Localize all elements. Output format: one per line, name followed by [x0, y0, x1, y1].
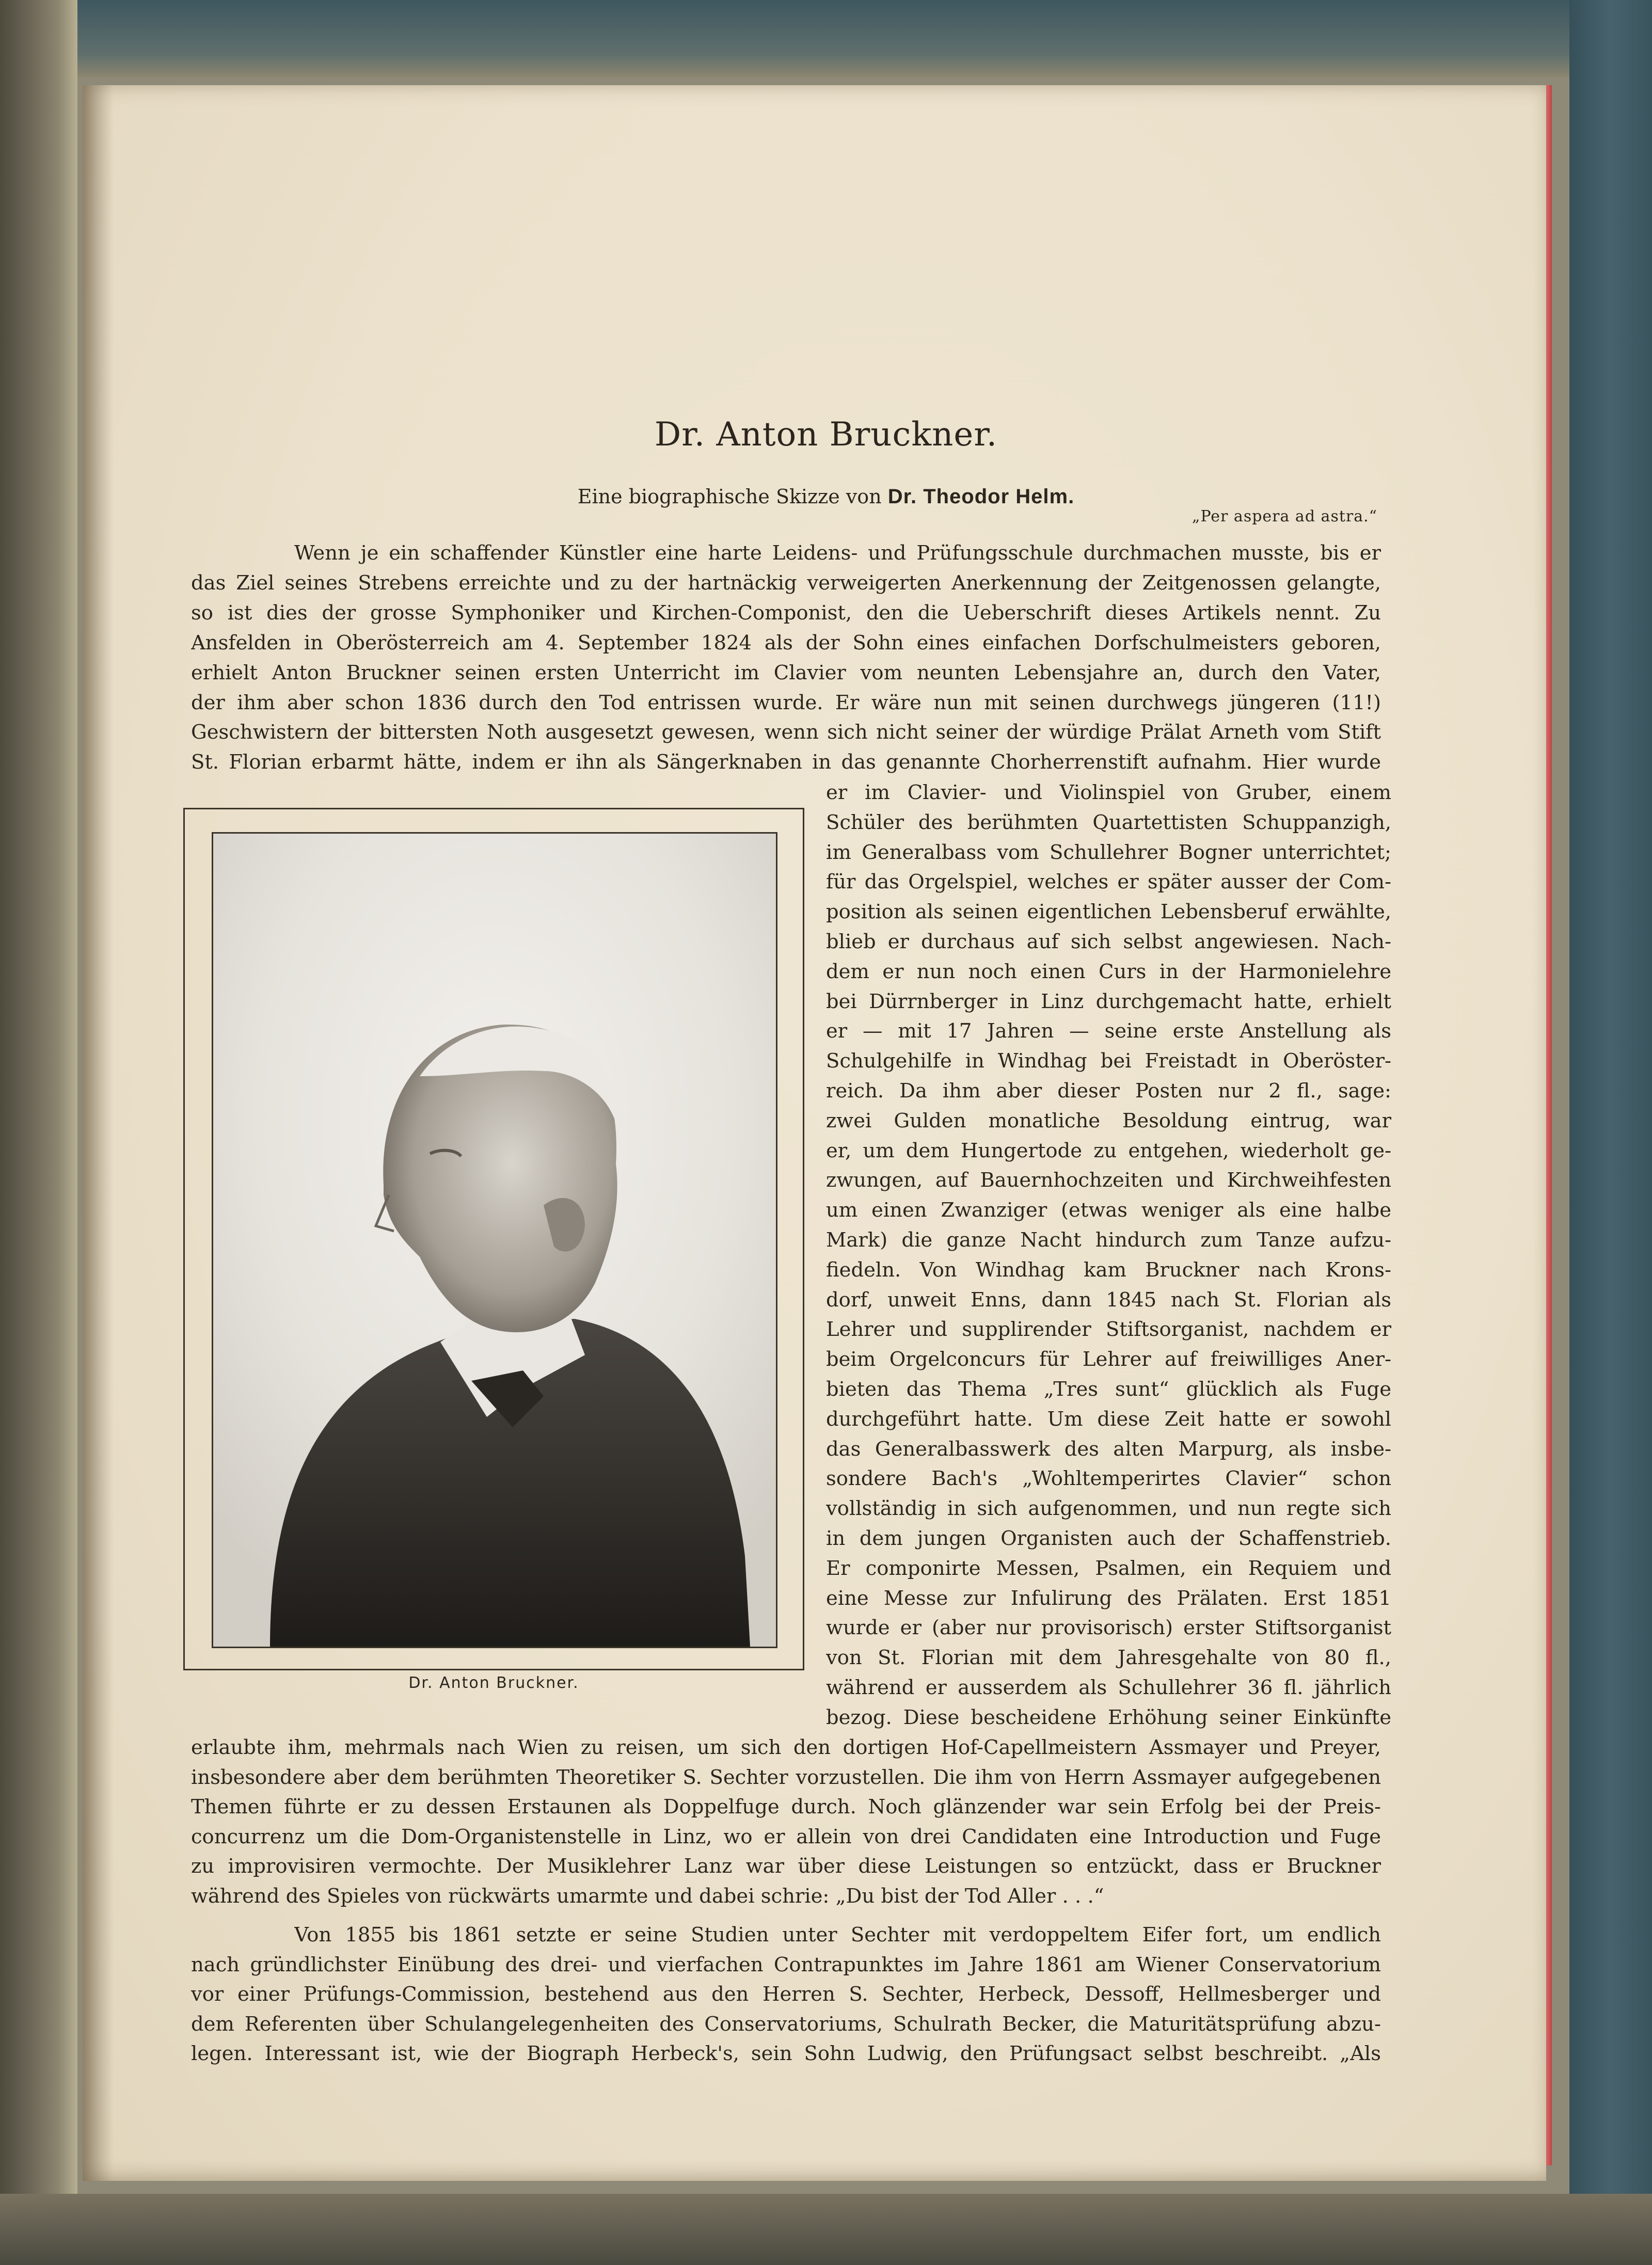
column-paragraph-line: eine Messe zur Infulirung des Prälaten. Erst 1851 [826, 1586, 1391, 1610]
top-paragraph-line: Geschwistern der bittersten Noth ausgesetzt gewesen, wenn sich nicht seiner der würdige Prälat Arneth vom Stift [191, 721, 1381, 744]
column-paragraph-line: beim Orgelconcurs für Lehrer auf freiwilliges Aner- [826, 1348, 1391, 1371]
book-cover-top [0, 0, 1652, 77]
subtitle-author: Dr. Theodor Helm. [887, 485, 1075, 508]
column-paragraph-line: fiedeln. Von Windhag kam Bruckner nach Krons- [826, 1258, 1391, 1282]
column-paragraph-line: Schüler des berühmten Quartettisten Schuppanzigh, [826, 810, 1391, 834]
top-paragraph-line: das Ziel seines Strebens erreichte und zu der hartnäckig verweigerten Anerkennung der Zeitgenossen gelangte, [191, 571, 1381, 595]
top-paragraph-line: so ist dies der grosse Symphoniker und Kirchen-Componist, den die Ueberschrift dieses Artikels nennt. Zu [191, 601, 1381, 625]
column-paragraph-line: im Generalbass vom Schullehrer Bogner unterrichtet; [826, 840, 1391, 864]
column-paragraph-line: um einen Zwanziger (etwas weniger als eine halbe [826, 1199, 1391, 1222]
portrait-photo [212, 832, 777, 1648]
column-paragraph-line: Schulgehilfe in Windhag bei Freistadt in Oberöster- [826, 1049, 1391, 1073]
gutter-shadow [83, 85, 114, 2181]
column-paragraph-line: wurde er (aber nur provisorisch) erster Stiftsorganist [826, 1616, 1391, 1640]
subtitle-prefix: Eine biographische Skizze von [577, 485, 882, 508]
column-paragraph-line: in dem jungen Organisten auch der Schaffenstrieb. [826, 1527, 1391, 1550]
top-paragraph-line: Ansfelden in Oberösterreich am 4. September 1824 als der Sohn eines einfachen Dorfschulmeisters geboren, [191, 631, 1381, 655]
column-paragraph-line: dorf, unweit Enns, dann 1845 nach St. Florian als [826, 1288, 1391, 1312]
motto: „Per aspera ad astra.“ [1192, 507, 1377, 525]
top-paragraph-line: St. Florian erbarmt hätte, indem er ihn als Sängerknaben in das genannte Chorherrenstift aufnahm. Hier wurde [191, 751, 1381, 774]
column-paragraph-line: während er ausserdem als Schullehrer 36 fl. jährlich [826, 1676, 1391, 1699]
bottom-paragraph-line: insbesondere aber dem berühmten Theoretiker S. Sechter vorzustellen. Die ihm von Herrn Assmayer aufgegebenen [191, 1765, 1381, 1789]
column-paragraph-line: blieb er durchaus auf sich selbst angewiesen. Nach- [826, 930, 1391, 953]
book-cover-left [0, 0, 77, 2265]
column-paragraph-line: er im Clavier- und Violinspiel von Gruber, einem [826, 781, 1391, 804]
bottom-paragraph-line: Themen führte er zu dessen Erstaunen als Doppelfuge durch. Noch glänzender war sein Erfolg bei der Preis- [191, 1795, 1381, 1819]
column-paragraph-line: Lehrer und supplirender Stiftsorganist, nachdem er [826, 1318, 1391, 1342]
portrait-image [213, 834, 776, 1647]
column-paragraph-line: dem er nun noch einen Curs in der Harmonielehre [826, 960, 1391, 983]
article-title: Dr. Anton Bruckner. [654, 416, 998, 454]
top-paragraph-line: der ihm aber schon 1836 durch den Tod entrissen wurde. Er wäre nun mit seinen durchwegs jüngeren (11!) [191, 691, 1381, 714]
bottom-paragraph-line: zu improvisiren vermochte. Der Musiklehrer Lanz war über diese Leistungen so entzückt, dass er Bruckner [191, 1855, 1381, 1878]
bottom-paragraph-line: concurrenz um die Dom-Organistenstelle in Linz, wo er allein von drei Candidaten eine Introduction und Fuge [191, 1825, 1381, 1848]
column-paragraph-line: zwei Gulden monatliche Besoldung eintrug, war [826, 1109, 1391, 1132]
book-cover-right [1569, 0, 1652, 2265]
column-paragraph-line: durchgeführt hatte. Um diese Zeit hatte er sowohl [826, 1407, 1391, 1431]
bottom-paragraph-line: während des Spieles von rückwärts umarmte und dabei schrie: „Du bist der Tod Aller . . .“ [191, 1884, 1104, 1908]
column-paragraph-line: das Generalbasswerk des alten Marpurg, als insbe- [826, 1437, 1391, 1461]
column-paragraph-line: für das Orgelspiel, welches er später ausser der Com- [826, 870, 1391, 894]
column-paragraph-line: er, um dem Hungertode zu entgehen, wiederholt ge- [826, 1139, 1391, 1162]
column-paragraph-line: position als seinen eigentlichen Lebensberuf erwählte, [826, 900, 1391, 924]
portrait-caption: Dr. Anton Bruckner. [408, 1674, 579, 1692]
bottom-paragraph-line: legen. Interessant ist, wie der Biograph Herbeck's, sein Sohn Ludwig, den Prüfungsact selbst beschreibt. „Als [191, 2042, 1381, 2065]
column-paragraph-line: bieten das Thema „Tres sunt“ glücklich als Fuge [826, 1378, 1391, 1401]
column-paragraph-line: zwungen, auf Bauernhochzeiten und Kirchweihfesten [826, 1169, 1391, 1192]
column-paragraph-line: sondere Bach's „Wohltemperirtes Clavier“ schon [826, 1467, 1391, 1491]
column-paragraph-line: Er componirte Messen, Psalmen, ein Requiem und [826, 1556, 1391, 1580]
top-paragraph-line: Wenn je ein schaffender Künstler eine harte Leidens- und Prüfungsschule durchmachen musste, bis er [294, 541, 1381, 565]
column-paragraph-line: reich. Da ihm aber dieser Posten nur 2 fl., sage: [826, 1079, 1391, 1103]
book-cover-bottom [0, 2194, 1652, 2265]
bottom-paragraph-line: dem Referenten über Schulangelegenheiten des Conservatoriums, Schulrath Becker, die Maturitätsprüfung abzu- [191, 2012, 1381, 2036]
top-paragraph-line: erhielt Anton Bruckner seinen ersten Unterricht im Clavier vom neunten Lebensjahre an, durch den Vater, [191, 661, 1381, 684]
column-paragraph-line: von St. Florian mit dem Jahresgehalte von 80 fl., [826, 1646, 1391, 1670]
article-subtitle [0, 485, 1652, 508]
column-paragraph-line: vollständig in sich aufgenommen, und nun regte sich [826, 1497, 1391, 1521]
bottom-paragraph-line: Von 1855 bis 1861 setzte er seine Studien unter Sechter mit verdoppeltem Eifer fort, um endlich [294, 1923, 1381, 1947]
bottom-paragraph-line: erlaubte ihm, mehrmals nach Wien zu reisen, um sich den dortigen Hof-Capellmeistern Assmayer und Preyer, [191, 1736, 1381, 1759]
column-paragraph-line: bei Dürrnberger in Linz durchgemacht hatte, erhielt [826, 990, 1391, 1013]
column-paragraph-line: bezog. Diese bescheidene Erhöhung seiner Einkünfte [826, 1705, 1391, 1729]
bottom-paragraph-line: vor einer Prüfungs-Commission, bestehend aus den Herren S. Sechter, Herbeck, Dessoff, Hellmesberger und [191, 1983, 1381, 2006]
column-paragraph-line: er — mit 17 Jahren — seine erste Anstellung als [826, 1019, 1391, 1043]
bottom-paragraph-line: nach gründlichster Einübung des drei- und vierfachen Contrapunktes im Jahre 1861 am Wiener Conservatorium [191, 1953, 1381, 1976]
column-paragraph-line: Mark) die ganze Nacht hindurch zum Tanze aufzu- [826, 1229, 1391, 1252]
